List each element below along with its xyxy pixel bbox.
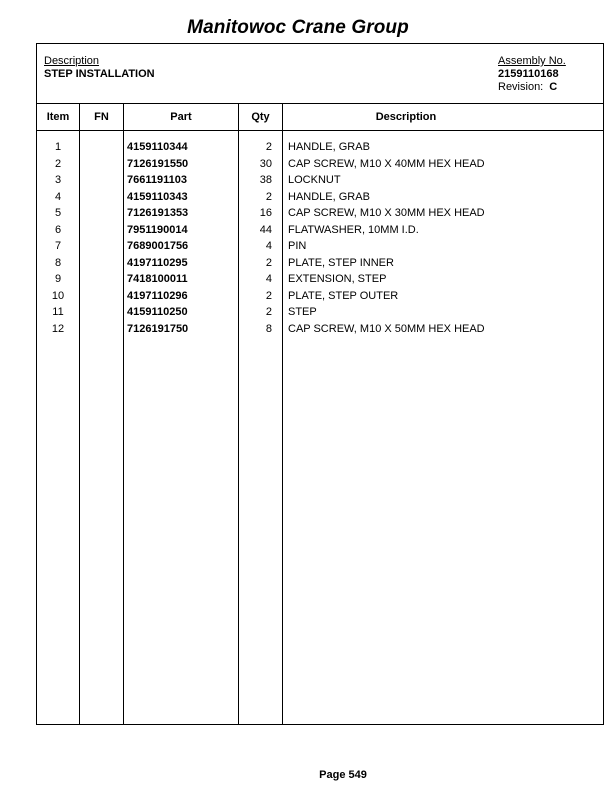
table-row (37, 271, 603, 288)
cell-part-number: 4159110343 (127, 190, 188, 203)
assembly-header (37, 44, 603, 104)
cell-description: PIN (288, 240, 307, 252)
cell-item: 7 (54, 240, 62, 252)
cell-item: 2 (54, 157, 62, 170)
cell-item: 11 (52, 306, 64, 318)
cell-qty: 2 (265, 289, 272, 302)
cell-item: 6 (54, 223, 62, 236)
cell-description: HANDLE, GRAB (288, 190, 370, 203)
cell-part-number: 7126191550 (127, 157, 189, 170)
cell-item: 4 (54, 190, 62, 203)
cell-item: 3 (54, 174, 62, 186)
table-row (37, 238, 603, 255)
cell-part-number: 7689001756 (127, 240, 189, 252)
table-row (37, 304, 603, 321)
cell-qty: 8 (265, 322, 272, 335)
cell-description: CAP SCREW, M10 X 50MM HEX HEAD (288, 322, 485, 335)
cell-qty: 44 (259, 223, 272, 236)
description-value: STEP INSTALLATION (44, 68, 155, 80)
cell-description: EXTENSION, STEP (288, 273, 387, 285)
cell-part-number: 7661191103 (127, 174, 187, 186)
cell-part-number: 7126191750 (127, 322, 189, 335)
table-row (37, 205, 603, 222)
parts-list-frame (36, 43, 604, 725)
cell-description: STEP (288, 306, 317, 318)
assembly-number-label: Assembly No. (498, 55, 566, 67)
page-title: Manitowoc Crane Group (187, 17, 409, 38)
column-header-item: Item (46, 111, 70, 123)
column-header-qty: Qty (251, 111, 270, 123)
table-row (37, 189, 603, 206)
column-header-fn: FN (94, 111, 109, 123)
cell-part-number: 7126191353 (127, 207, 189, 219)
description-label: Description (44, 55, 100, 67)
table-row (37, 222, 603, 239)
cell-description: PLATE, STEP INNER (288, 256, 394, 269)
table-row (37, 255, 603, 272)
cell-qty: 38 (259, 174, 272, 186)
revision-value: C (549, 81, 558, 93)
cell-qty: 2 (265, 306, 272, 318)
column-header-description: Description (375, 111, 437, 123)
cell-item: 9 (54, 273, 62, 285)
cell-item: 8 (54, 256, 62, 269)
revision-row (498, 81, 557, 93)
table-row (37, 288, 603, 305)
cell-item: 12 (51, 322, 65, 335)
cell-description: LOCKNUT (288, 174, 341, 186)
cell-part-number: 4159110250 (127, 306, 188, 318)
cell-description: PLATE, STEP OUTER (288, 289, 399, 302)
cell-part-number: 4197110295 (127, 256, 188, 269)
cell-description: CAP SCREW, M10 X 30MM HEX HEAD (288, 207, 485, 219)
assembly-number-value: 2159110168 (498, 68, 559, 80)
cell-description: CAP SCREW, M10 X 40MM HEX HEAD (288, 157, 485, 170)
cell-part-number: 4159110344 (127, 141, 188, 153)
cell-part-number: 7951190014 (127, 223, 188, 236)
cell-description: HANDLE, GRAB (288, 141, 370, 153)
table-row (37, 139, 603, 156)
cell-qty: 4 (265, 240, 272, 252)
cell-qty: 2 (265, 190, 272, 203)
cell-qty: 16 (259, 207, 272, 219)
cell-item: 1 (54, 141, 62, 153)
cell-item: 5 (54, 207, 62, 219)
page-number: Page 549 (319, 769, 367, 781)
cell-qty: 2 (265, 141, 272, 153)
revision-label: Revision: (498, 81, 544, 93)
cell-qty: 4 (265, 273, 272, 285)
column-header-part: Part (170, 111, 192, 123)
table-row (37, 172, 603, 189)
cell-qty: 2 (265, 256, 272, 269)
cell-item: 10 (51, 289, 65, 302)
table-row (37, 321, 603, 338)
table-header-divider (37, 130, 603, 131)
cell-qty: 30 (259, 157, 272, 170)
cell-part-number: 7418100011 (127, 273, 188, 285)
table-row (37, 156, 603, 173)
cell-description: FLATWASHER, 10MM I.D. (288, 223, 419, 236)
cell-part-number: 4197110296 (127, 289, 188, 302)
parts-table-body (37, 139, 603, 337)
